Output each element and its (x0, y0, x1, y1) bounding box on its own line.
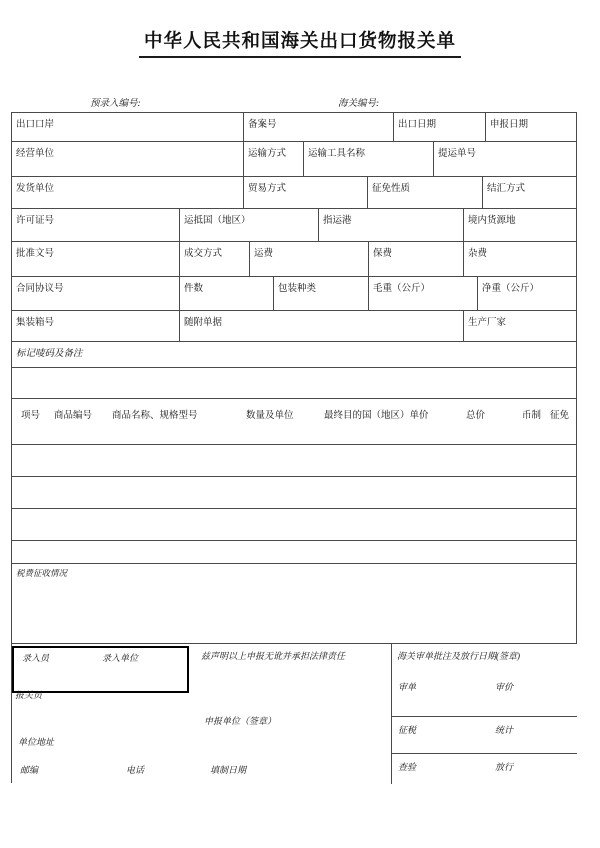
item-row (12, 445, 577, 477)
items-header-row (12, 399, 577, 445)
field-domestic-source: 境内货源地 (464, 209, 577, 241)
row-3 (12, 177, 577, 209)
declaration-statement: 兹声明以上申报无讹并承担法律责任 (201, 651, 346, 661)
price-review-label: 审价 (495, 682, 514, 692)
telephone-label: 电话 (126, 765, 145, 775)
declaration-table (11, 112, 577, 783)
field-declare-date: 申报日期 (486, 113, 577, 141)
field-tax-nature: 征免性质 (368, 177, 483, 208)
customs-inspect-cell (392, 754, 577, 784)
item-row (12, 509, 577, 541)
entry-clerk-box (12, 646, 189, 693)
page-title: 中华人民共和国海关出口货物报关单 (139, 27, 461, 58)
row-marks-blank (12, 368, 577, 399)
fill-date-label: 填制日期 (210, 765, 247, 775)
footer-section (12, 644, 577, 784)
field-insurance: 保费 (369, 242, 464, 276)
field-export-date: 出口日期 (394, 113, 486, 141)
field-trade-mode: 贸易方式 (244, 177, 368, 208)
unit-address-label: 单位地址 (18, 737, 55, 747)
inspection-label: 查验 (398, 762, 417, 772)
col-name-spec: 商品名称、规格型号 (112, 411, 198, 421)
field-export-port: 出口口岸 (12, 113, 244, 141)
field-shipper-unit: 发货单位 (12, 177, 244, 208)
footer-customs (391, 644, 577, 784)
field-operating-unit: 经营单位 (12, 142, 244, 176)
release-label: 放行 (495, 762, 514, 772)
pre-entry-number-label: 预录入编号: (90, 99, 141, 109)
col-qty-unit: 数量及单位 (246, 411, 294, 421)
field-freight: 运费 (250, 242, 369, 276)
item-row (12, 541, 577, 564)
entry-unit-label: 录入单位 (102, 653, 139, 663)
row-2 (12, 142, 577, 177)
field-container-no: 集装箱号 (12, 311, 180, 341)
field-license-no: 许可证号 (12, 209, 180, 241)
row-6 (12, 277, 577, 311)
doc-review-label: 审单 (398, 682, 417, 692)
col-currency: 币制 (522, 411, 542, 421)
field-transport-name: 运输工具名称 (304, 142, 434, 176)
tax-collection-section (12, 564, 577, 644)
field-net-weight: 净重（公斤） (478, 277, 577, 310)
field-tax-collection: 税费征收情况 (12, 564, 577, 643)
col-dest-unit-price: 最终目的国（地区）单价 (324, 411, 429, 421)
field-dest-country: 运抵国（地区） (180, 209, 319, 241)
row-7 (12, 311, 577, 342)
field-gross-weight: 毛重（公斤） (369, 277, 478, 310)
col-commodity-code: 商品编号 (54, 411, 93, 421)
row-5 (12, 242, 577, 277)
field-misc-fees: 杂费 (464, 242, 577, 276)
items-header-right-border (576, 399, 577, 445)
customs-tax-cell (392, 717, 577, 754)
customs-broker-label: 报关员 (15, 690, 43, 700)
field-transport-mode: 运输方式 (244, 142, 304, 176)
row-4 (12, 209, 577, 242)
field-dest-port: 指运港 (319, 209, 464, 241)
customs-review-cell (392, 644, 577, 717)
statistics-label: 统计 (495, 725, 514, 735)
row-1 (12, 113, 577, 142)
customs-header-label: 海关审单批注及放行日期(签章) (397, 651, 520, 661)
col-total-price: 总价 (466, 411, 486, 421)
field-attached-docs: 随附单据 (180, 311, 464, 341)
customs-number-label: 海关编号: (338, 99, 380, 109)
field-contract-no: 合同协议号 (12, 277, 180, 310)
field-bill-no: 提运单号 (434, 142, 577, 176)
field-marks-remarks: 标记唛码及备注 (12, 342, 577, 367)
taxation-label: 征税 (398, 725, 417, 735)
declaring-unit-label: 申报单位（签章） (204, 716, 277, 726)
field-record-no: 备案号 (244, 113, 394, 141)
field-packages: 件数 (180, 277, 274, 310)
field-settlement-mode: 结汇方式 (483, 177, 577, 208)
col-exemption: 征免 (550, 411, 570, 421)
field-package-type: 包装种类 (274, 277, 369, 310)
entry-clerk-label: 录入员 (22, 653, 50, 663)
marks-blank-area (12, 368, 577, 398)
item-row (12, 477, 577, 509)
postal-code-label: 邮编 (20, 765, 39, 775)
field-transaction-mode: 成交方式 (180, 242, 250, 276)
field-manufacturer: 生产厂家 (464, 311, 577, 341)
footer-left (12, 644, 391, 784)
col-item-no: 项号 (21, 411, 41, 421)
title-wrap (0, 27, 600, 58)
field-approval-no: 批准文号 (12, 242, 180, 276)
row-marks-label (12, 342, 577, 368)
